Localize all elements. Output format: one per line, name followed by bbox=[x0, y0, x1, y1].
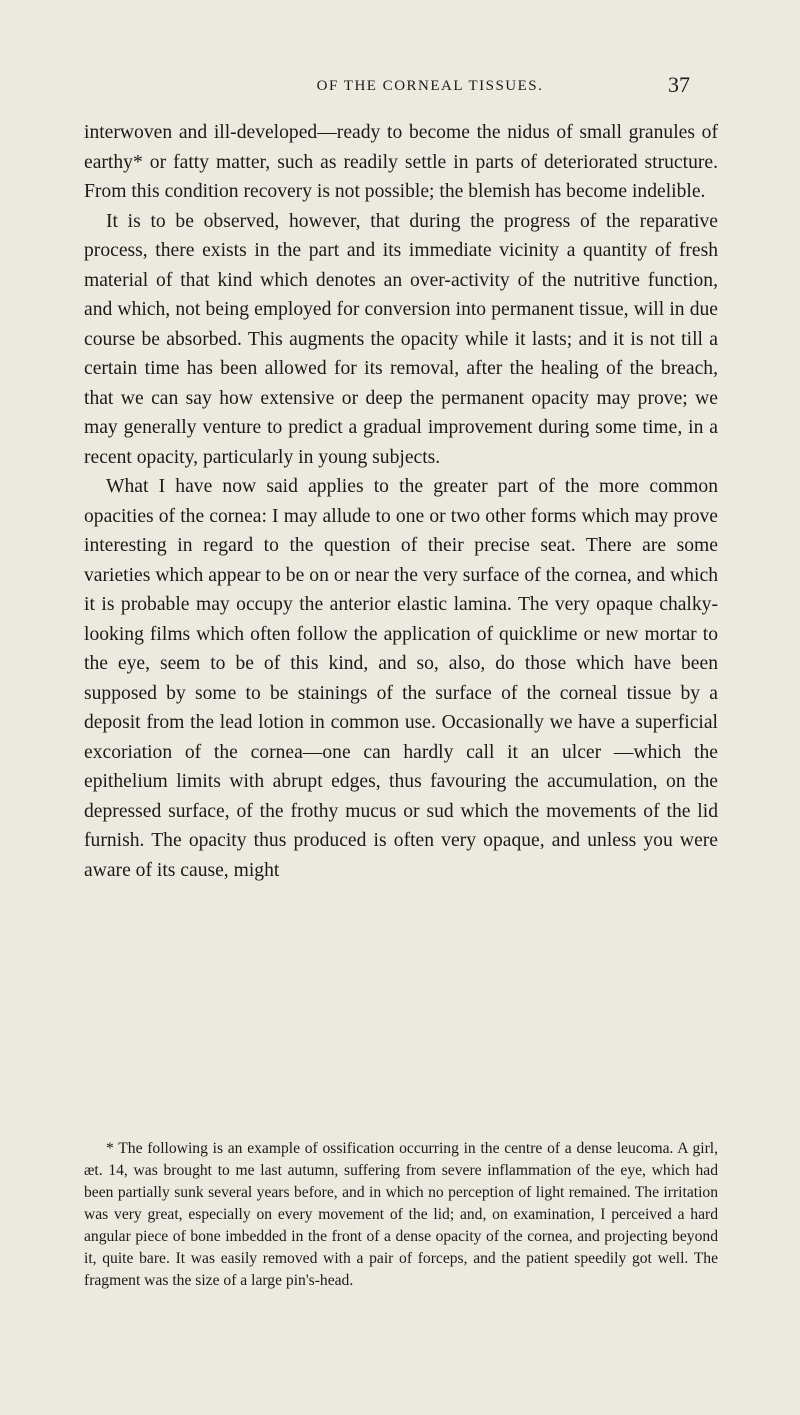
running-head bbox=[230, 72, 690, 106]
paragraph-reparative-process: It is to be observed, however, that during the progress of the reparative process, there exists in the part and its immediate vicinity a quantity of fresh material of that kind which denotes an over-activity of the nutritive function, and which, not being employed for conversion into permanent tissue, will in due course be absorbed. This augments the opacity while it lasts; and it is not till a certain time has been allowed for its removal, after the healing of the breach, that we can say how extensive or deep the permanent opacity may prove; we may generally venture to predict a gradual improvement during some time, in a recent opacity, particularly in young subjects. bbox=[84, 210, 718, 468]
running-head-title: OF THE CORNEAL TISSUES. bbox=[316, 78, 544, 94]
footnote: * The following is an example of ossification occurring in the centre of a dense leucoma. A girl, æt. 14, was brought to me last autumn, suffering from severe inflammation of the eye, which had been partially sunk several years before, and in which no perception of light remained. The irritation was very great, especially on every movement of the lid; and, on examination, I perceived a hard angular piece of bone imbedded in the front of a dense opacity of the cornea, and projecting beyond it, quite bare. It was easily removed with a pair of forceps, and the patient speedily got well. The fragment was the size of a large pin's-head. bbox=[84, 1140, 718, 1289]
body-text bbox=[84, 118, 718, 885]
page-number: 37 bbox=[668, 72, 690, 97]
paragraph-common-opacities: What I have now said applies to the greater part of the more common opacities of the cornea: I may allude to one or two other forms which may prove interesting in regard to the question of their precise seat. There are some varieties which appear to be on or near the very surface of the cornea, and which it is probable may occupy the anterior elastic lamina. The very opaque chalky-looking films which often follow the application of quicklime or new mortar to the eye, seem to be of this kind, and so, also, do those which have been supposed by some to be stainings of the surface of the corneal tissue by a deposit from the lead lotion in common use. Occasionally we have a superficial excoriation of the cornea—one can hardly call it an ulcer —which the epithelium limits with abrupt edges, thus favouring the accumulation, on the depressed surface, of the frothy mucus or sud which the movements of the lid furnish. The opacity thus produced is often very opaque, and unless you were aware of its cause, might bbox=[84, 476, 718, 881]
paragraph-continued: interwoven and ill-developed—ready to become the nidus of small granules of earthy* or fatty matter, such as readily settle in parts of deteriorated structure. From this condition recovery is not possible; the blemish has become indelible. bbox=[84, 122, 718, 202]
